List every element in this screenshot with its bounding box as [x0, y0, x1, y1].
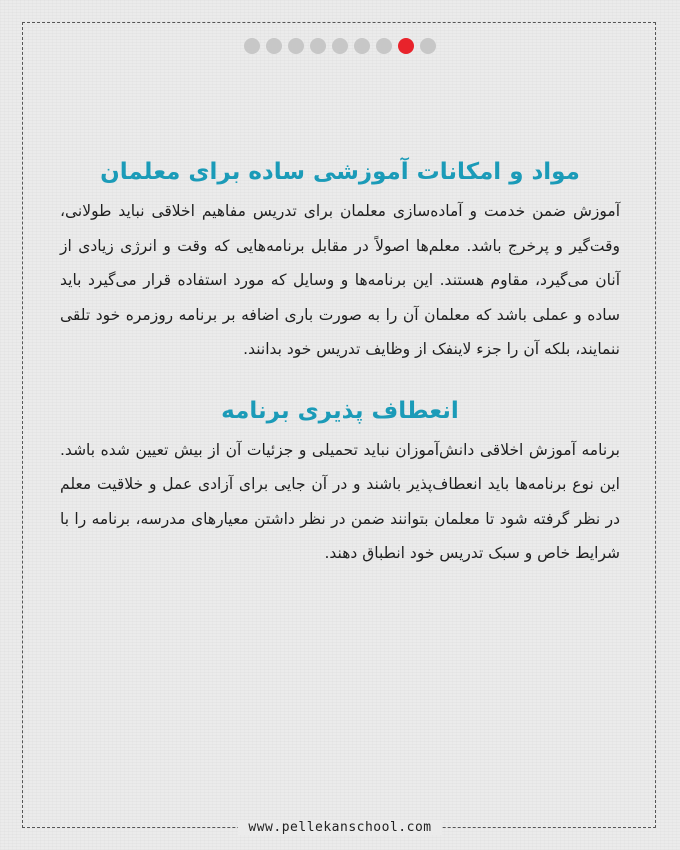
- footer: [0, 812, 680, 842]
- section-body-flexibility: برنامه آموزش اخلاقی دانش‌آموزان نباید تحمیلی و جزئیات آن از بیش تعیین شده باشد. این نوع برنامه‌ها باید انعطاف‌پذیر باشند و در آن جایی برای آزادی عمل و خلاقیت معلم در نظر گرفته شود تا معلمان بتوانند ضمن در نظر داشتن معیارهای مدرسه، برنامه را با شرایط خاص و سبک تدریس خود انطباق دهند.: [60, 440, 620, 562]
- page-dot-5[interactable]: [332, 38, 348, 54]
- article-content: [60, 150, 620, 571]
- page-dot-4[interactable]: [310, 38, 326, 54]
- section-body-materials: آموزش ضمن خدمت و آماده‌سازی معلمان برای تدریس مفاهیم اخلاقی نباید طولانی، وقت‌گیر و پرخرج باشد. معلم‌ها اصولاً در مقابل برنامه‌هایی که وقت و انرژی زیادی از آنان می‌گیرد، مقاوم هستند. این برنامه‌ها و وسایل که مورد استفاده قرار می‌گیرد باید ساده و عملی باشد که معلمان آن را به صورت باری اضافه بر برنامه روزمره خود تلقی ننمایند، بلکه آن را جزء لاینفک از وظایف تدریس خود بدانند.: [60, 202, 620, 358]
- section-title-flexibility: انعطاف پذیری برنامه: [221, 397, 459, 424]
- page-dot-6[interactable]: [354, 38, 370, 54]
- website-url[interactable]: www.pellekanschool.com: [238, 820, 441, 835]
- page-dot-3[interactable]: [288, 38, 304, 54]
- page-dot-2[interactable]: [266, 38, 282, 54]
- page-dot-9[interactable]: [420, 38, 436, 54]
- section-title-materials: مواد و امکانات آموزشی ساده برای معلمان: [100, 159, 580, 185]
- page-indicator: [0, 36, 680, 56]
- page-dot-1[interactable]: [244, 38, 260, 54]
- page-dot-7[interactable]: [376, 38, 392, 54]
- page-dot-8[interactable]: [398, 38, 414, 54]
